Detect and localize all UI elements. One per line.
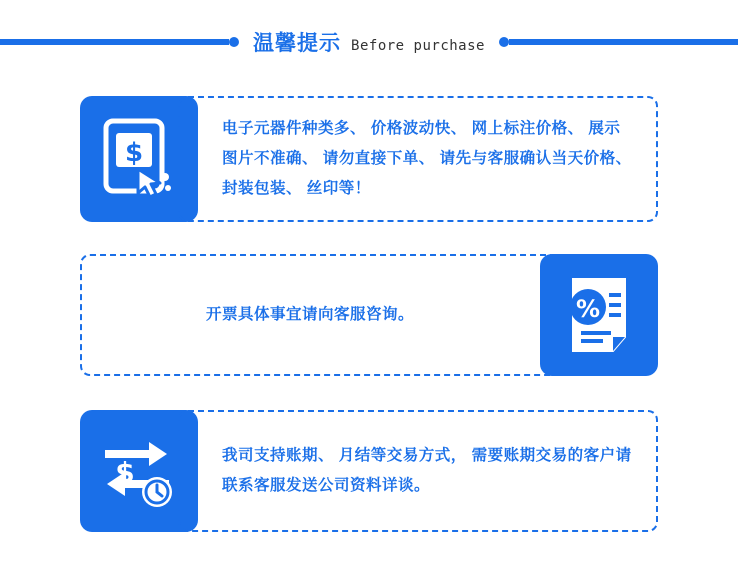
notice-block-payment xyxy=(80,410,658,532)
svg-text:%: % xyxy=(575,295,601,323)
notice-text-box-invoice xyxy=(80,254,560,376)
notice-text-price: 电子元器件种类多、 价格波动快、 网上标注价格、 展示图片不准确、 请勿直接下单、 请先与客服确认当天价格、 封装包装、 丝印等！ xyxy=(222,120,632,197)
header-titles xyxy=(239,27,499,57)
section-header xyxy=(0,22,738,62)
notice-block-price xyxy=(80,96,658,222)
page-title: 温馨提示 xyxy=(253,32,342,55)
notice-text-box-payment xyxy=(178,410,658,532)
notice-text-invoice: 开票具体事宜请向客服咨询。 xyxy=(205,306,414,323)
notice-block-invoice xyxy=(80,254,658,376)
header-rule-left xyxy=(0,39,229,45)
svg-text:$: $ xyxy=(115,456,135,489)
svg-text:$: $ xyxy=(124,138,144,168)
header-dot-right xyxy=(499,37,509,47)
invoice-percent-icon xyxy=(540,254,658,376)
notice-text-box-price xyxy=(178,96,658,222)
page-subtitle: Before purchase xyxy=(351,38,485,54)
notice-text-payment: 我司支持账期、 月结等交易方式， 需要账期交易的客户请联系客服发送公司资料详谈。 xyxy=(222,447,632,494)
header-rule-right xyxy=(509,39,738,45)
header-dot-left xyxy=(229,37,239,47)
